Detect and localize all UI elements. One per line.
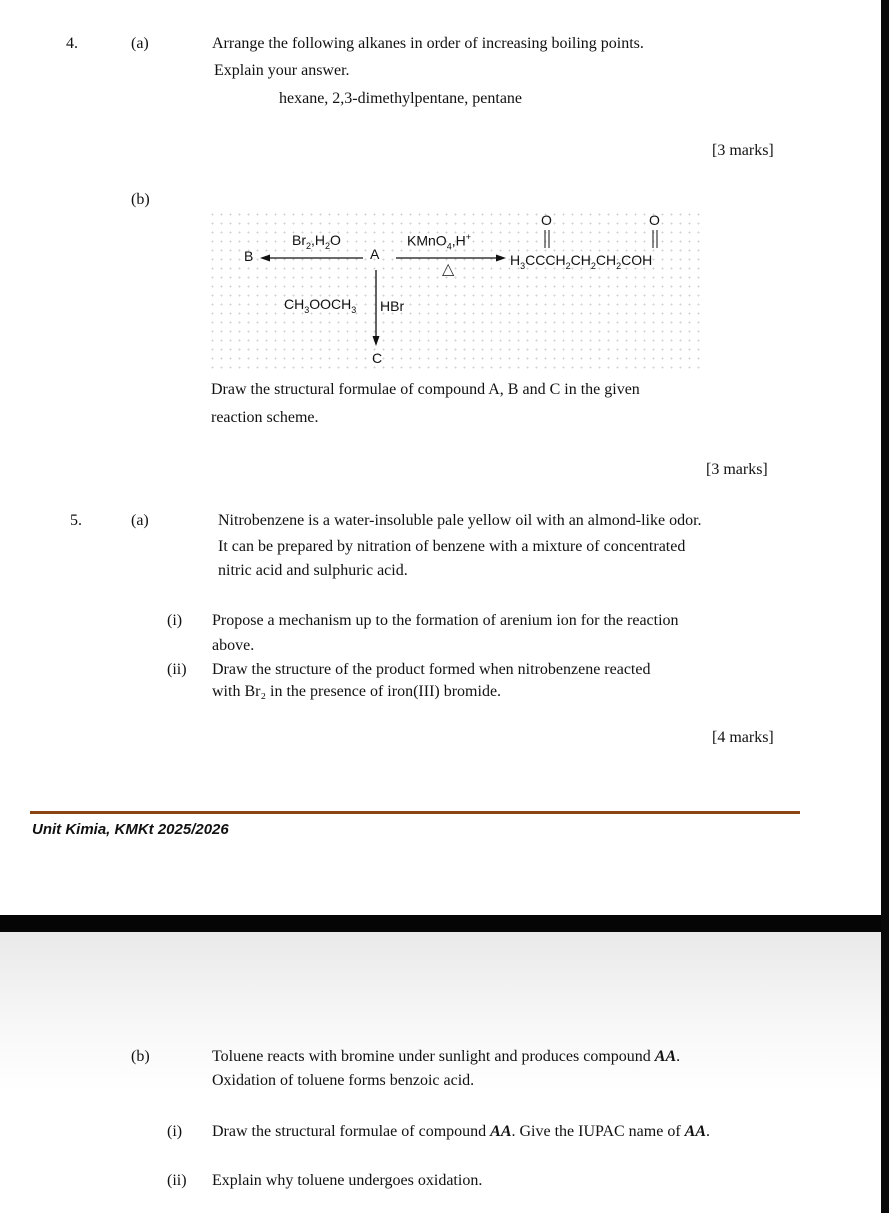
q4b-label: (b) <box>131 191 150 208</box>
scheme-reagent-ch3ooch3: $CH_3OOCH_3$ <box>284 296 357 315</box>
q4b-line2: reaction scheme. <box>211 409 319 426</box>
page-break-band <box>0 915 889 932</box>
q5a-label: (a) <box>131 512 149 529</box>
q5a-marks: [4 marks] <box>712 729 774 746</box>
scheme-reagent-hbr: HBr <box>380 298 405 314</box>
q4a-line2: Explain your answer. <box>214 62 350 79</box>
q5b-i-label: (i) <box>167 1123 183 1140</box>
right-border <box>881 0 889 1213</box>
q5b-ii-text: Explain why toluene undergoes oxidation. <box>212 1172 483 1189</box>
q5a-i-label: (i) <box>167 612 183 629</box>
q5a-i-line2: above. <box>212 637 255 654</box>
q5a-line1: Nitrobenzene is a water-insoluble pale yellow oil with an almond-like odor. <box>218 512 702 529</box>
reaction-scheme <box>208 210 704 370</box>
scheme-node-c: C <box>372 350 383 366</box>
scheme-reagent-kmno4: KMnO$_4$,H+ <box>407 232 471 252</box>
q5a-line2: It can be prepared by nitration of benzene with a mixture of concentrated <box>218 538 686 555</box>
q5b-i-text: Draw the structural formulae of compound AA. Give the IUPAC name of AA. <box>212 1123 710 1140</box>
footer-text: Unit Kimia, KMKt 2025/2026 <box>32 821 229 838</box>
footer-rule <box>30 811 800 814</box>
scheme-reagent-br2-h2o: $Br_2,H_2O$ <box>292 232 341 251</box>
scheme-node-b: B <box>244 248 254 264</box>
scheme-product: $H_3CCCH_2CH_2CH_2COH$ <box>510 252 653 271</box>
q5a-i-line1: Propose a mechanism up to the formation of arenium ion for the reaction <box>212 612 679 629</box>
q5b-ii-label: (ii) <box>167 1172 187 1189</box>
carbonyl-o-1: O <box>541 212 552 228</box>
scheme-node-a: A <box>370 246 380 262</box>
q5b-label: (b) <box>131 1048 150 1065</box>
q4a-compounds: hexane, 2,3-dimethylpentane, pentane <box>279 90 523 107</box>
q5a-ii-label: (ii) <box>167 661 187 678</box>
q4a-marks: [3 marks] <box>712 142 774 159</box>
q5a-ii-line2: with Br₂ in the presence of iron(III) bromide. <box>212 683 502 700</box>
carbonyl-o-2: O <box>649 212 660 228</box>
q5b-line1: Toluene reacts with bromine under sunlight and produces compound AA. <box>212 1048 681 1065</box>
q5-number: 5. <box>70 512 82 529</box>
q4a-label: (a) <box>131 35 149 52</box>
q4b-marks: [3 marks] <box>706 461 768 478</box>
q5a-ii-line1: Draw the structure of the product formed when nitrobenzene reacted <box>212 661 651 678</box>
q4a-line1: Arrange the following alkanes in order of increasing boiling points. <box>212 35 644 52</box>
q5a-line3: nitric acid and sulphuric acid. <box>218 562 408 579</box>
q4b-line1: Draw the structural formulae of compound A, B and C in the given <box>211 381 640 398</box>
q5b-line2: Oxidation of toluene forms benzoic acid. <box>212 1072 475 1089</box>
q4-number: 4. <box>66 35 78 52</box>
heat-symbol-icon: △ <box>442 261 455 278</box>
